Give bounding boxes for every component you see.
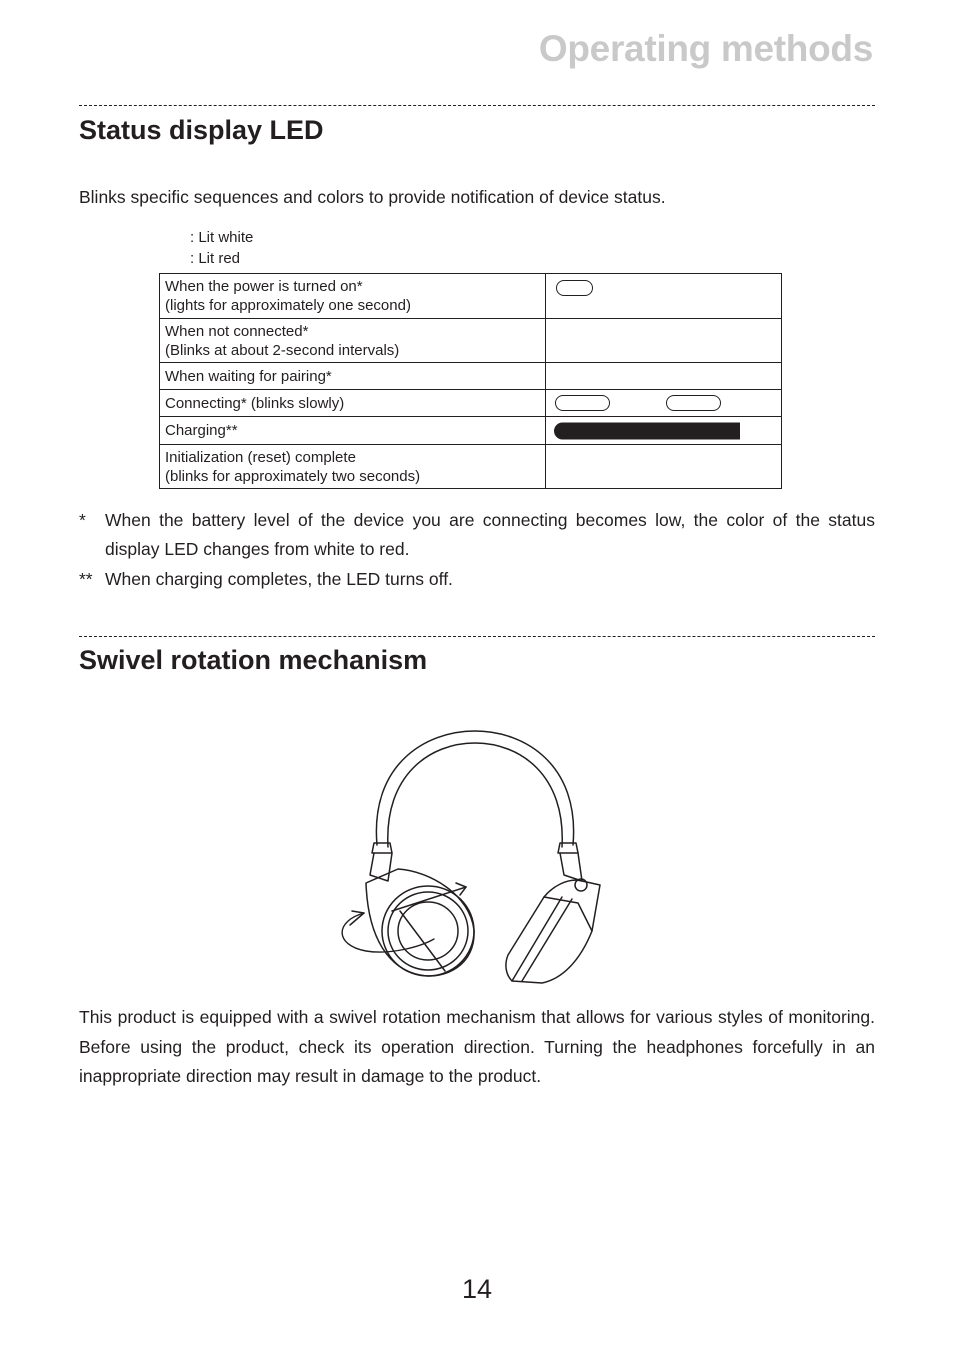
status-led-intro: Blinks specific sequences and colors to provide notification of device status. bbox=[79, 187, 666, 207]
condition-cell bbox=[160, 274, 546, 319]
table-row bbox=[160, 319, 782, 363]
footnote-mark: ** bbox=[79, 569, 93, 589]
condition-cell bbox=[160, 445, 546, 489]
page-number: 14 bbox=[461, 1274, 493, 1304]
condition-line: Initialization (reset) complete bbox=[165, 448, 356, 466]
section-divider bbox=[79, 105, 875, 106]
footnote-charging bbox=[79, 565, 875, 594]
led-pattern-cell bbox=[546, 274, 782, 319]
led-status-table bbox=[159, 273, 782, 489]
condition-subline: (Blinks at about 2-second intervals) bbox=[165, 341, 400, 359]
footnote-mark: * bbox=[79, 510, 86, 530]
led-pattern-cell bbox=[546, 390, 782, 417]
led-white-indicator bbox=[555, 395, 610, 411]
condition-cell bbox=[160, 363, 546, 390]
table-row bbox=[160, 274, 782, 319]
condition-subline: (blinks for approximately two seconds) bbox=[165, 467, 421, 485]
condition-subline: (lights for approximately one second) bbox=[165, 297, 411, 314]
led-red-indicator bbox=[554, 422, 740, 439]
led-pattern-cell bbox=[546, 363, 782, 390]
condition-line: When the power is turned on* bbox=[165, 278, 363, 295]
led-pattern-cell bbox=[546, 417, 782, 445]
led-white-indicator bbox=[666, 395, 721, 411]
condition-cell bbox=[160, 417, 546, 445]
led-white-indicator bbox=[556, 280, 593, 296]
led-pattern-cell bbox=[546, 445, 782, 489]
status-led-heading: Status display LED bbox=[79, 115, 324, 145]
condition-cell bbox=[160, 390, 546, 417]
condition-cell bbox=[160, 319, 546, 363]
swivel-heading: Swivel rotation mechanism bbox=[79, 645, 428, 675]
chapter-title: Operating methods bbox=[538, 28, 873, 69]
condition-line: When waiting for pairing* bbox=[165, 367, 332, 385]
headband bbox=[376, 731, 573, 845]
table-row bbox=[160, 417, 782, 445]
condition-line: When not connected* bbox=[165, 322, 309, 340]
table-row bbox=[160, 363, 782, 390]
legend-lit-red: : Lit red bbox=[190, 250, 241, 267]
footnote-text: When charging completes, the LED turns off. bbox=[105, 569, 453, 589]
condition-line: Charging** bbox=[165, 422, 238, 439]
table-row bbox=[160, 390, 782, 417]
swivel-description: This product is equipped with a swivel rotation mechanism that allows for various styles of monitoring. Before using the product, check its operation direction. Turning the headphones forcefully in an inappropriate direction may result in damage to the product. bbox=[79, 1007, 875, 1086]
headphones-swivel-illustration bbox=[330, 725, 620, 995]
led-pattern-cell bbox=[546, 319, 782, 363]
table-row bbox=[160, 445, 782, 489]
section-divider bbox=[79, 636, 875, 637]
condition-line: Connecting* (blinks slowly) bbox=[165, 394, 345, 412]
footnote-text: When the battery level of the device you are connecting becomes low, the color of the status display LED changes from white to red. bbox=[105, 510, 875, 559]
footnote-battery bbox=[79, 506, 875, 564]
legend-lit-white: : Lit white bbox=[190, 229, 254, 246]
